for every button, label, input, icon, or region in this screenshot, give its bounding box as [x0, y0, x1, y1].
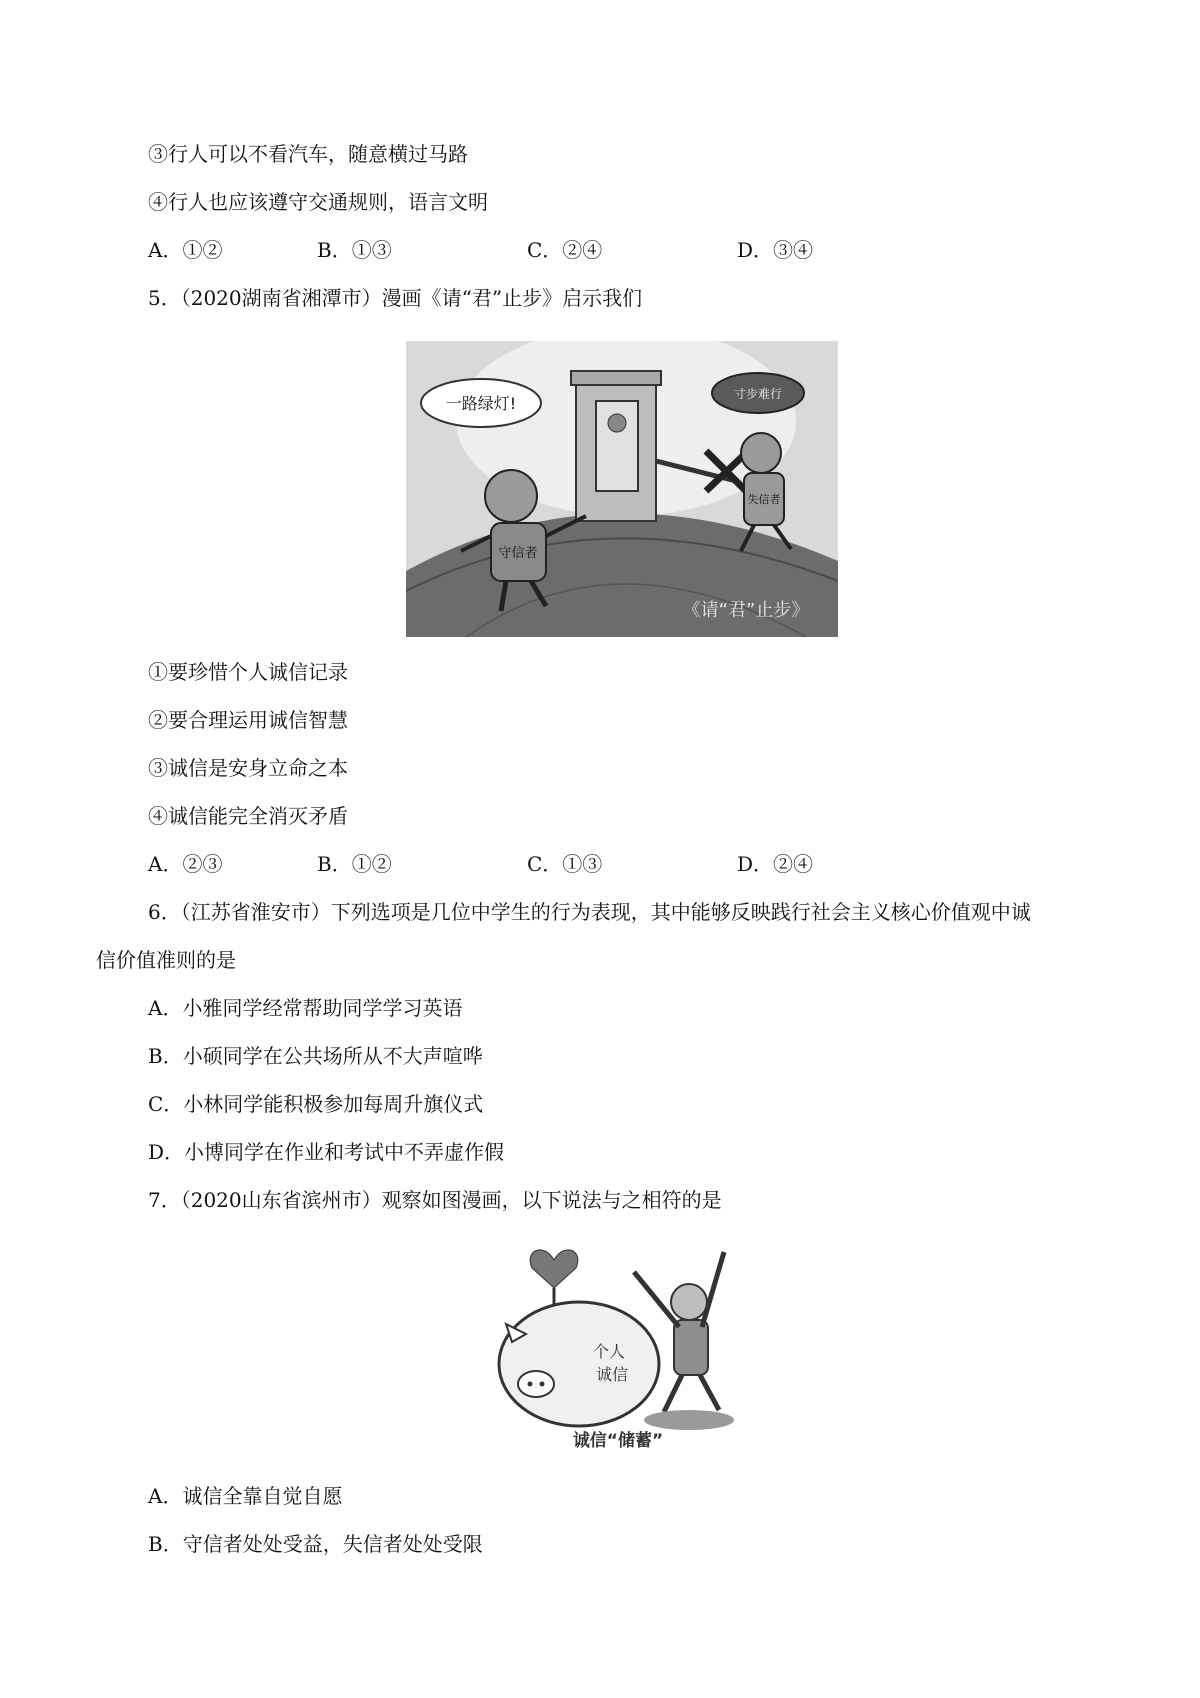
- q5-option-a: A．②③: [148, 852, 223, 876]
- q7-option-a: A．诚信全靠自觉自愿: [148, 1484, 343, 1508]
- q7-bank-label-1: 个人: [592, 1342, 626, 1361]
- q5-statement-3: ③诚信是安身立命之本: [148, 756, 348, 780]
- q5-cartoon: [406, 341, 838, 637]
- q5-option-d: D．②④: [737, 852, 814, 876]
- q5-option-b: B．①②: [317, 852, 392, 876]
- q5-shirt-left: 守信者: [498, 546, 538, 561]
- q7-bank-label-2: 诚信: [595, 1365, 629, 1384]
- q5-option-c: C．①③: [527, 852, 603, 876]
- q5-caption: 《请“君”止步》: [682, 600, 810, 621]
- q5-statement-4: ④诚信能完全消灭矛盾: [148, 804, 348, 828]
- q5-shirt-right: 失信者: [747, 493, 781, 506]
- q5-statement-1: ①要珍惜个人诚信记录: [148, 660, 348, 684]
- q4-option-c: C．②④: [527, 238, 603, 262]
- q7-option-b: B．守信者处处受益，失信者处处受限: [148, 1532, 483, 1556]
- q6-option-d: D．小博同学在作业和考试中不弄虚作假: [148, 1140, 505, 1164]
- q7-stem: 7．（2020山东省滨州市）观察如图漫画，以下说法与之相符的是: [148, 1188, 722, 1212]
- q7-cartoon: [484, 1232, 752, 1458]
- q7-caption: 诚信“储蓄”: [572, 1431, 664, 1451]
- q5-stem: 5．（2020湖南省湘潭市）漫画《请“君”止步》启示我们: [148, 286, 643, 310]
- q6-stem-line-2: 信价值准则的是: [96, 948, 236, 972]
- q5-bubble-left: 一路绿灯!: [445, 394, 517, 413]
- q4-statement-3: ③行人可以不看汽车，随意横过马路: [148, 142, 468, 166]
- q5-bubble-right: 寸步难行: [733, 387, 783, 401]
- q6-stem-line-1: 6．（江苏省淮安市）下列选项是几位中学生的行为表现，其中能够反映践行社会主义核心价值观中诚: [148, 900, 1031, 924]
- q4-option-b: B．①③: [317, 238, 392, 262]
- q4-option-d: D．③④: [737, 238, 814, 262]
- q6-option-b: B．小硕同学在公共场所从不大声喧哗: [148, 1044, 483, 1068]
- q4-statement-4: ④行人也应该遵守交通规则，语言文明: [148, 190, 488, 214]
- q6-option-a: A．小雅同学经常帮助同学学习英语: [148, 996, 463, 1020]
- q5-statement-2: ②要合理运用诚信智慧: [148, 708, 348, 732]
- q6-option-c: C．小林同学能积极参加每周升旗仪式: [148, 1092, 484, 1116]
- q4-option-a: A．①②: [148, 238, 223, 262]
